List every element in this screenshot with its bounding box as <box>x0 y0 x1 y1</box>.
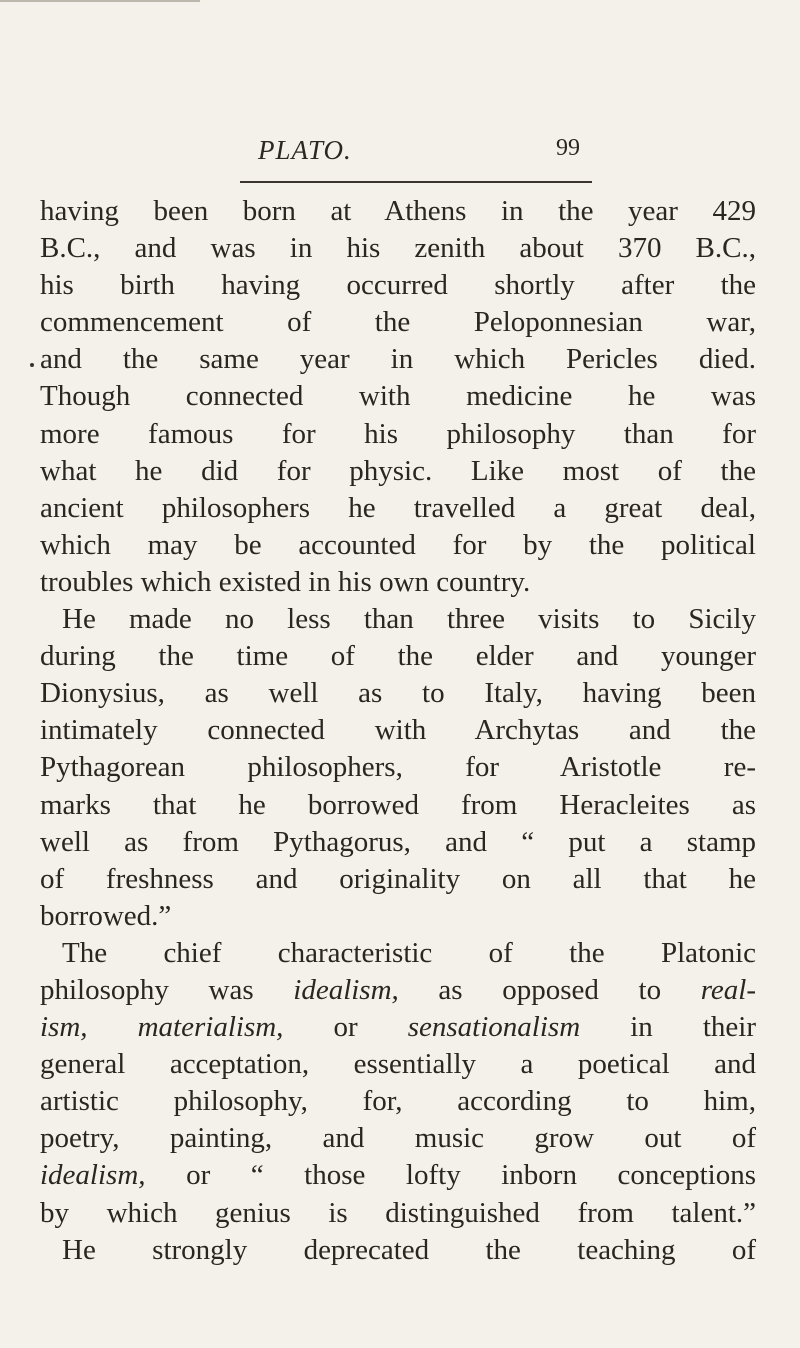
text-line: borrowed.” <box>40 899 172 932</box>
body-text <box>40 193 756 1269</box>
text-line: Pythagorean philosophers, for Aristotle re- <box>40 751 756 784</box>
text-line: He strongly deprecated the teaching of <box>62 1233 756 1266</box>
text-line: poetry, painting, and music grow out of <box>40 1122 756 1155</box>
text-line: of freshness and originality on all that he <box>40 862 756 895</box>
text-line: which may be accounted for by the political <box>40 528 756 561</box>
text-line: marks that he borrowed from Heracleites as <box>40 788 756 821</box>
text-line: troubles which existed in his own country. <box>40 565 531 598</box>
text-line: ancient philosophers he travelled a great deal, <box>40 491 756 524</box>
text-line <box>40 972 756 1009</box>
italic-term: ism, materialism, <box>40 1011 284 1044</box>
text-line: Dionysius, as well as to Italy, having been <box>40 677 756 710</box>
text-line: artistic philosophy, for, according to him, <box>40 1085 756 1118</box>
text-run: or “ those lofty inborn conceptions <box>145 1159 756 1192</box>
text-line: Though connected with medicine he was <box>40 380 756 413</box>
text-line: his birth having occurred shortly after the <box>40 269 756 302</box>
text-line: during the time of the elder and younger <box>40 640 756 673</box>
text-line: The chief characteristic of the Platonic <box>62 936 756 969</box>
text-run: philosophy was <box>40 973 294 1006</box>
text-line: B.C., and was in his zenith about 370 B.C., <box>40 232 756 265</box>
text-line: and the same year in which Pericles died. <box>40 343 756 376</box>
text-line <box>40 1009 756 1046</box>
italic-term: idealism, <box>293 973 399 1006</box>
text-line <box>40 1157 756 1194</box>
italic-term: idealism, <box>40 1159 146 1192</box>
text-line: commencement of the Peloponnesian war, <box>40 306 756 339</box>
text-line: well as from Pythagorus, and “ put a stamp <box>40 825 756 858</box>
page-number: 99 <box>556 135 580 161</box>
text-line: intimately connected with Archytas and the <box>40 714 756 747</box>
italic-term: real- <box>700 973 756 1006</box>
text-line: what he did for physic. Like most of the <box>40 454 756 487</box>
running-head-title: PLATO. <box>258 135 352 165</box>
text-line: general acceptation, essentially a poetical and <box>40 1048 756 1081</box>
text-run: as opposed to <box>398 973 701 1006</box>
text-line: He made no less than three visits to Sicily <box>62 603 756 636</box>
text-line: having been born at Athens in the year 429 <box>40 195 756 227</box>
text-run: or <box>283 1011 408 1044</box>
margin-mark <box>30 363 34 367</box>
text-line: by which genius is distinguished from talent.” <box>40 1196 756 1229</box>
text-line: more famous for his philosophy than for <box>40 417 756 450</box>
running-head <box>0 135 800 175</box>
header-rule <box>240 181 592 183</box>
page-edge-rule <box>0 0 200 2</box>
italic-term: sensationalism <box>407 1011 581 1044</box>
text-run: in their <box>580 1011 756 1044</box>
